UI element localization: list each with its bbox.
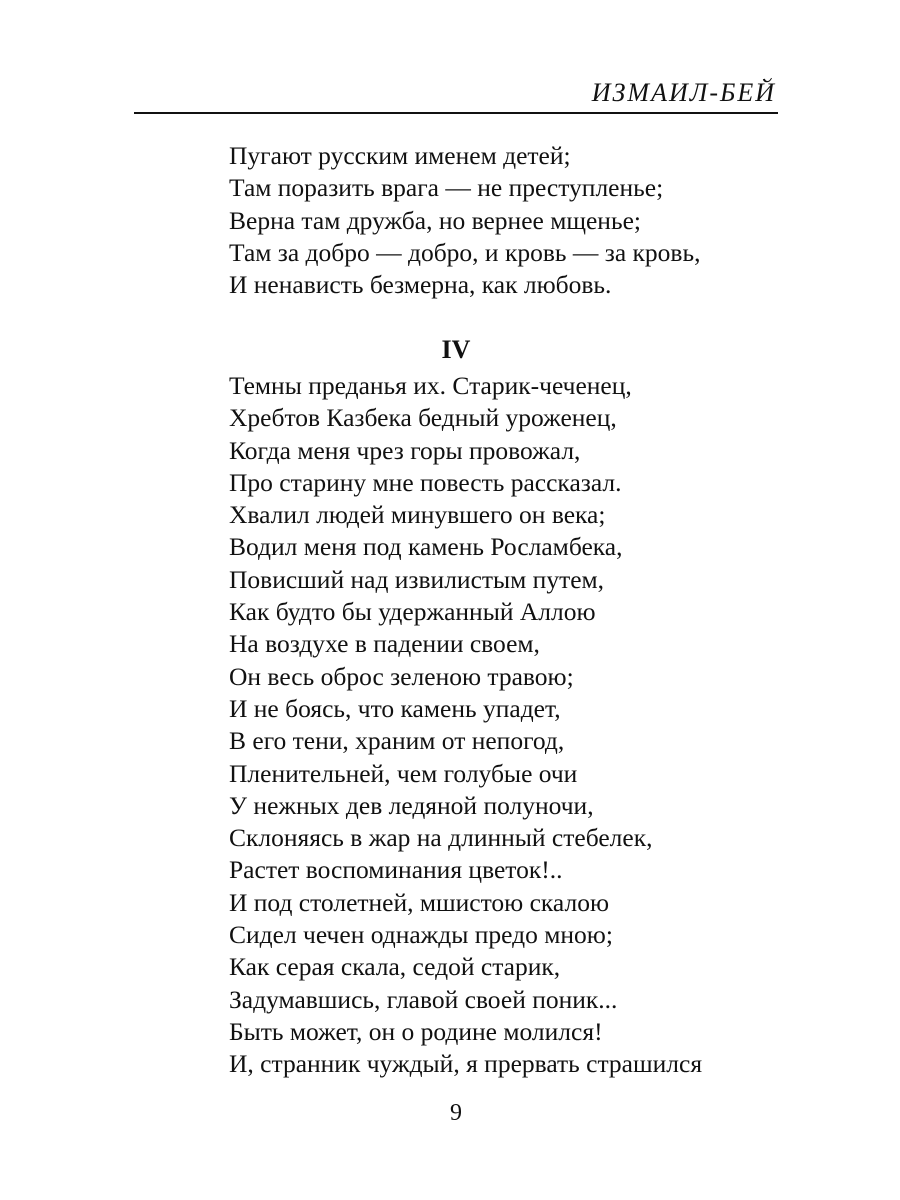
verse-line: Хвалил людей минувшего он века; [229,500,606,530]
verse-line: Сидел чечен однажды предо мною; [229,920,613,950]
verse-line: Пленительней, чем голубые очи [229,758,578,788]
verse-line: На воздухе в падении своем, [229,629,540,659]
verse-line: Там за добро — добро, и кровь — за кровь, [229,237,701,267]
verse-line: У нежных дев ледяной полуночи, [229,790,594,820]
verse-line: Хребтов Казбека бедный уроженец, [229,403,617,433]
verse-line: Верна там дружба, но вернее мщенье; [229,205,641,235]
verse-line: В его тени, храним от непогод, [229,726,565,756]
verse-line: Задумавшись, главой своей поник... [229,984,618,1014]
verse-line: Про старину мне повесть рассказал. [229,467,622,497]
verse-line: Пугают русским именем детей; [229,141,571,170]
verse-line: Там поразить врага — не преступленье; [229,173,664,203]
section-heading: IV [441,335,471,364]
verse-line: Растет воспоминания цветок!.. [229,855,563,885]
verse-line: Как серая скала, седой старик, [229,952,561,982]
page-number: 9 [450,1100,462,1126]
verse-line: Темны преданья их. Старик-чеченец, [229,371,632,400]
verse-line: И, странник чуждый, я прервать страшился [229,1049,703,1079]
verse-line: И под столетней, мшистою скалою [229,887,609,917]
verse-line: И не боясь, что камень упадет, [229,693,561,723]
running-header: ИЗМАИЛ-БЕЙ [591,78,776,107]
verse-line: Как будто бы удержанный Аллою [229,597,596,627]
header-rule [134,112,778,114]
stanza-1 [229,140,700,301]
verse-line: Быть может, он о родине молился! [229,1016,603,1046]
verse-line: Повисший над извилистым путем, [229,564,605,594]
verse-line: Когда меня чрез горы провожал, [229,435,581,465]
verse-line: Он весь оброс зеленою травою; [229,661,574,691]
verse-line: Склоняясь в жар на длинный стебелек, [229,823,653,853]
verse-line: Водил меня под камень Росламбека, [229,532,623,562]
stanza-2 [229,370,702,1081]
verse-line: И ненависть безмерна, как любовь. [229,270,612,300]
